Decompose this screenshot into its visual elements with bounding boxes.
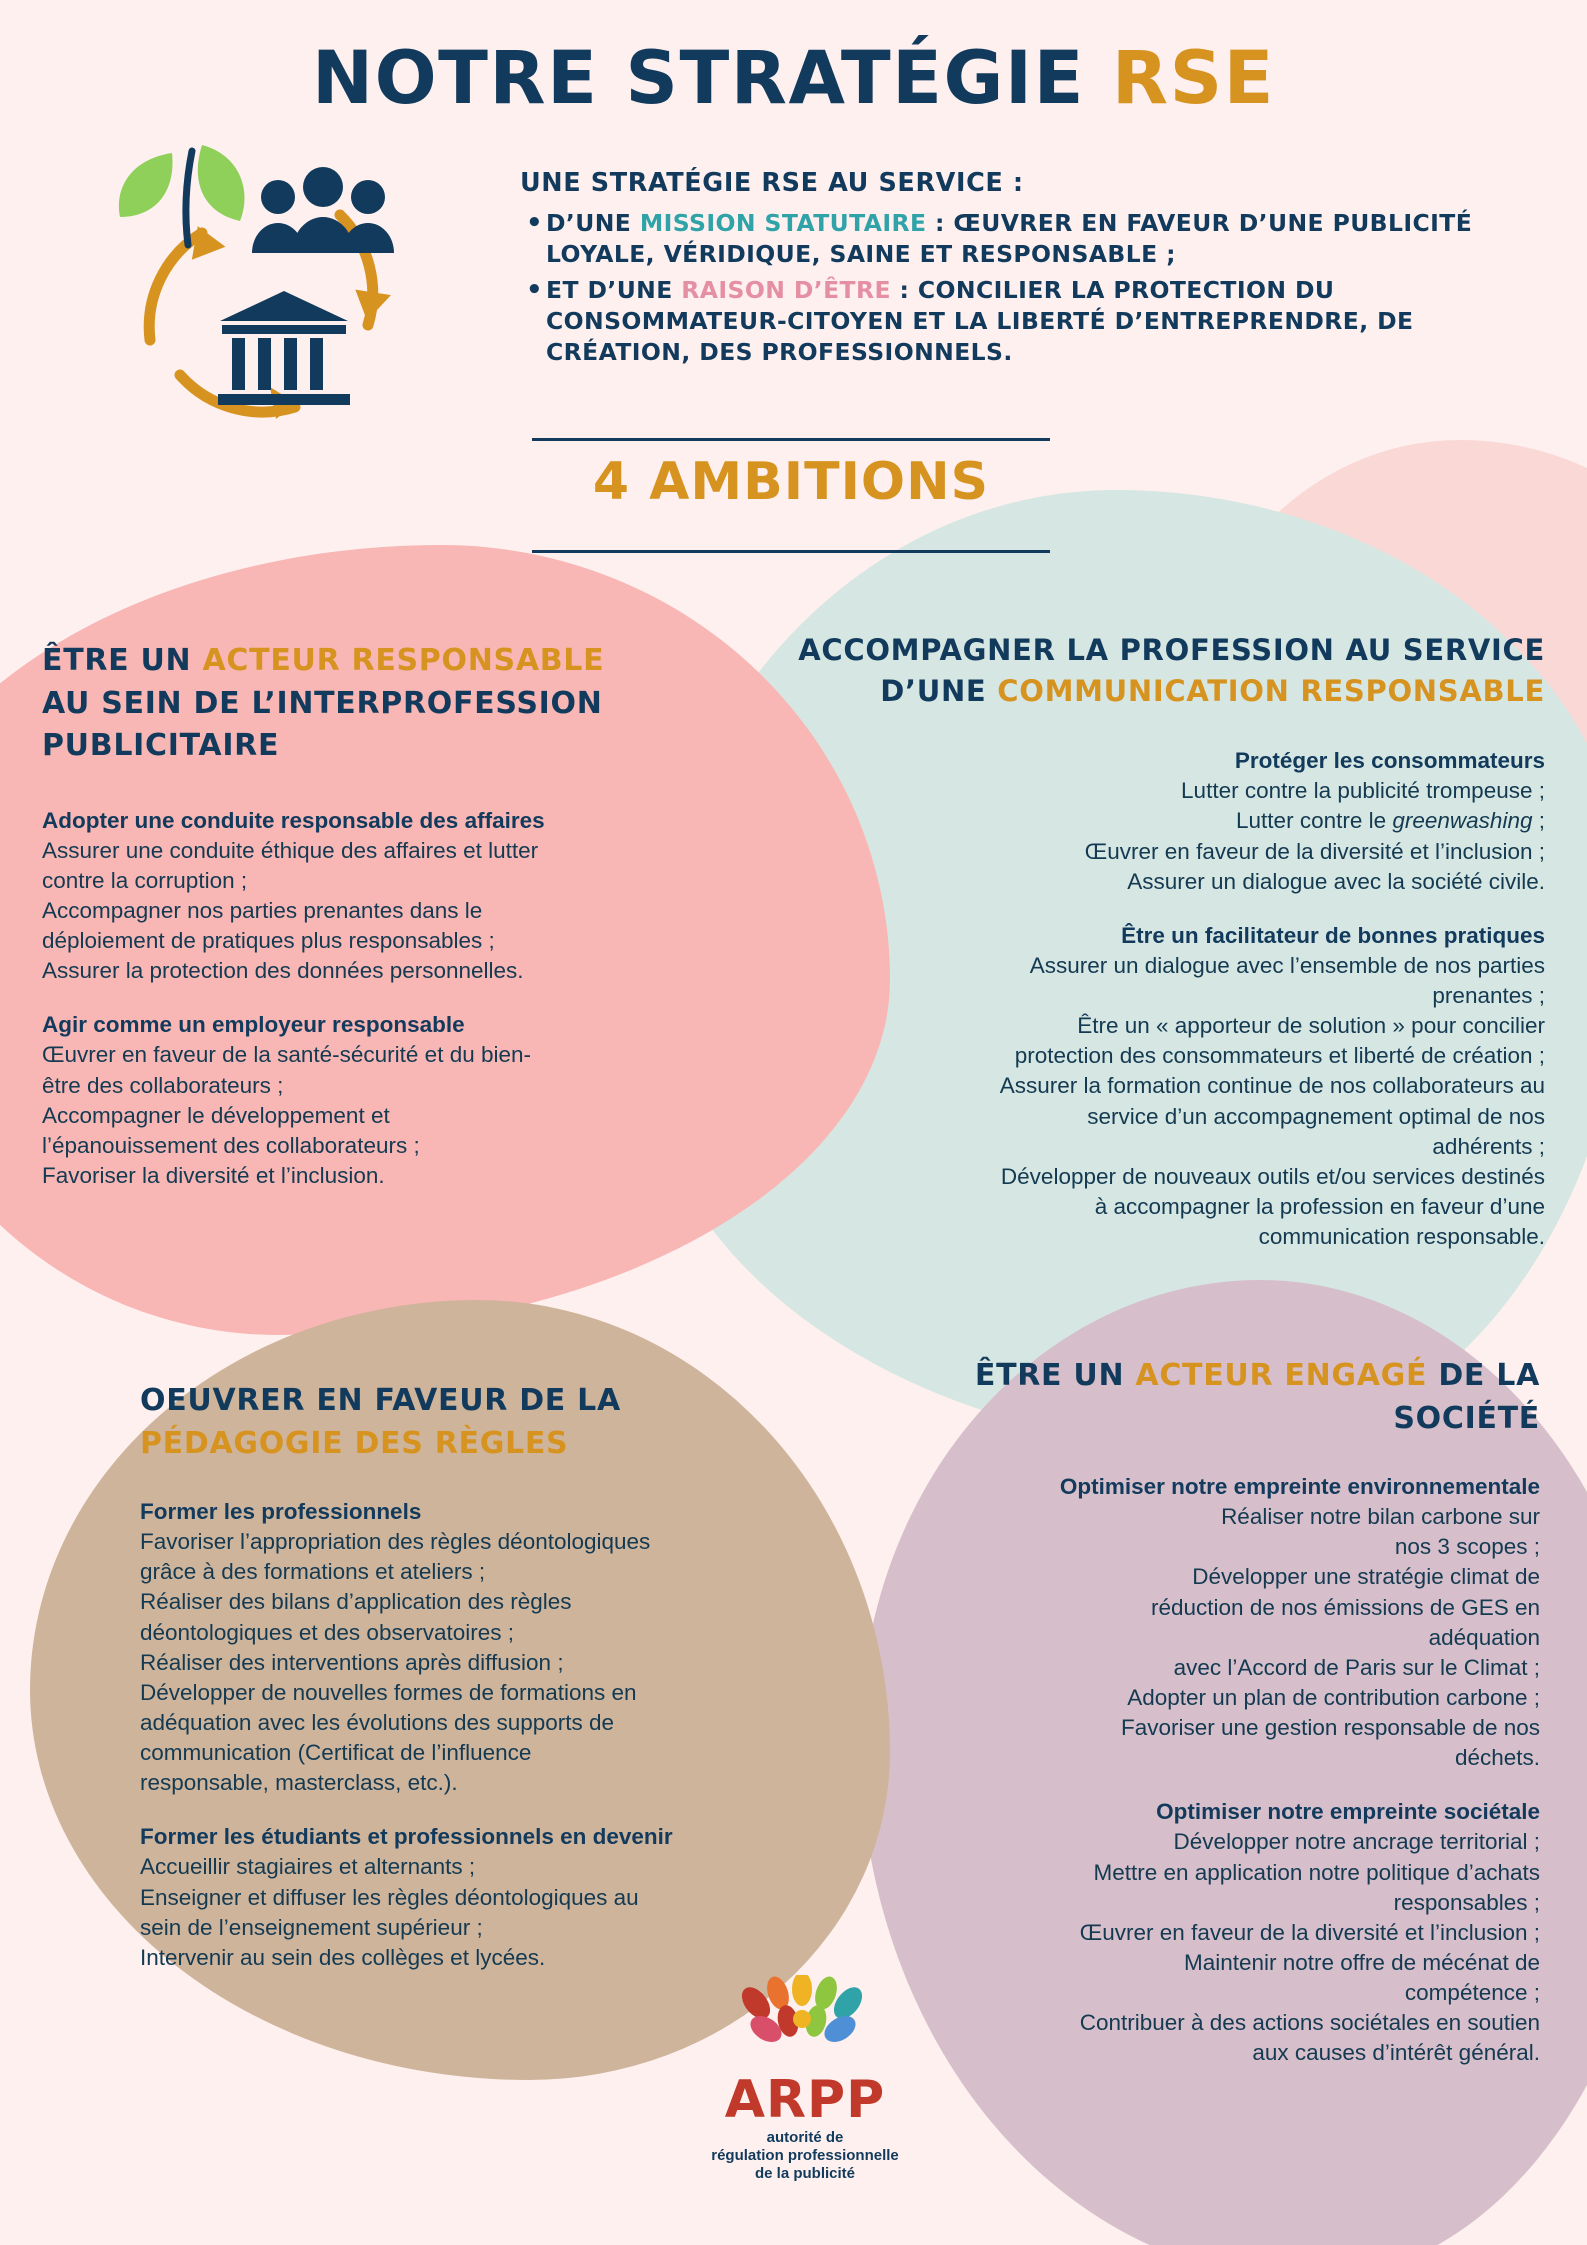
ambition-section-line: contre la corruption ; <box>42 867 248 893</box>
intro-bullet-mission <box>520 208 1530 271</box>
ambition-section-line: Développer notre ancrage territorial ; <box>1173 1829 1540 1855</box>
ambition-heading-part-1: ACTEUR RESPONSABLE <box>202 643 605 678</box>
ambition-section-line: déploiement de pratiques plus responsables ; <box>42 928 495 954</box>
ambition-section-line: aux causes d’intérêt général. <box>1252 2040 1540 2066</box>
ambition-section-line: Développer de nouveaux outils et/ou services destinés <box>1000 1163 1545 1189</box>
ambition-section-line: sein de l’enseignement supérieur ; <box>140 1914 483 1940</box>
arpp-tagline-line-2: régulation professionnelle <box>711 2147 899 2165</box>
ambition-section-line: responsables ; <box>1393 1889 1540 1915</box>
ambition-section-line: protection des consommateurs et liberté de création ; <box>1014 1043 1545 1069</box>
intro-bullet-raison-highlight: RAISON D’ÊTRE <box>681 275 891 304</box>
strategy-cycle-illustration <box>80 125 500 455</box>
ambition-section-line: Accompagner nos parties prenantes dans le <box>42 898 483 924</box>
ambition-section-title: Adopter une conduite responsable des affaires <box>42 807 545 833</box>
intro-bullet-mission-highlight: MISSION STATUTAIRE <box>639 209 927 237</box>
ambition-section-line: Assurer un dialogue avec l’ensemble de nos parties <box>1029 952 1545 978</box>
ambition-section-line: réduction de nos émissions de GES en <box>1151 1594 1540 1620</box>
ambition-section-line: Œuvrer en faveur de la santé-sécurité et du bien- <box>42 1042 532 1068</box>
ambition-section-title: Agir comme un employeur responsable <box>42 1012 465 1038</box>
intro-bullet-raison-post: : CONCILIER LA PROTECTION DU CONSOMMATEUR-CITOYEN ET LA LIBERTÉ D’ENTREPRENDRE, DE CRÉATION, DES PROFESSIONNELS. <box>546 275 1414 366</box>
ambition-section-line: adhérents ; <box>1432 1133 1545 1159</box>
ambition-section-line: adéquation <box>1428 1624 1540 1650</box>
ambition-block-acteur-engage <box>880 1355 1540 2069</box>
ambition-section-line: communication (Certificat de l’influence <box>140 1740 532 1766</box>
ambition-heading <box>725 630 1545 712</box>
ambition-body <box>42 808 692 1191</box>
ambition-section-line: déchets. <box>1454 1745 1540 1771</box>
arpp-logo <box>690 1975 920 2183</box>
ambition-section-line: déontologiques et des observatoires ; <box>140 1619 514 1645</box>
ambition-section-line: Assurer la protection des données personnelles. <box>42 958 524 984</box>
ambition-section-line: Lutter contre la publicité trompeuse ; <box>1181 778 1545 804</box>
page-title-main: NOTRE STRATÉGIE <box>311 36 1112 121</box>
ambition-section-line: Accueillir stagiaires et alternants ; <box>140 1854 476 1880</box>
ambition-section-line: avec l’Accord de Paris sur le Climat ; <box>1173 1654 1540 1680</box>
ambition-section-line: Développer de nouvelles formes de formations en <box>140 1679 637 1705</box>
ambition-section-title: Former les professionnels <box>140 1499 422 1525</box>
ambitions-rule-top <box>532 438 1050 441</box>
ambition-section-line: Assurer une conduite éthique des affaires et lutter <box>42 837 539 863</box>
ambition-section-line: service d’un accompagnement optimal de nos <box>1087 1103 1545 1129</box>
ambition-section-line: responsable, masterclass, etc.). <box>140 1770 458 1796</box>
ambition-section-line: nos 3 scopes ; <box>1394 1534 1540 1560</box>
ambitions-heading: 4 AMBITIONS <box>592 452 990 512</box>
intro-bullet-mission-post: : ŒUVRER EN FAVEUR D’UNE PUBLICITÉ LOYALE, VÉRIDIQUE, SAINE ET RESPONSABLE ; <box>546 209 1473 269</box>
ambition-section-line: Contribuer à des actions sociétales en soutien <box>1079 2010 1540 2036</box>
ambition-block-acteur-responsable <box>42 640 702 1191</box>
ambition-section-line: être des collaborateurs ; <box>42 1072 284 1098</box>
ambition-section-title: Protéger les consommateurs <box>1234 748 1545 774</box>
ambition-section-line: Être un « apporteur de solution » pour concilier <box>1077 1013 1545 1039</box>
ambition-section-line: Adopter un plan de contribution carbone ; <box>1127 1685 1540 1711</box>
arpp-logo-tagline <box>690 2129 920 2183</box>
page-title <box>0 0 1587 121</box>
ambition-block-pedagogie-regles <box>140 1380 820 1973</box>
intro-block <box>520 168 1530 372</box>
ambition-block-accompagner-profession <box>725 630 1545 1252</box>
ambitions-rule-bottom <box>532 550 1050 553</box>
ambition-section-line: Maintenir notre offre de mécénat de <box>1183 1950 1540 1976</box>
ambition-section-line: Réaliser des interventions après diffusion ; <box>140 1649 564 1675</box>
ambition-heading-part-1: COMMUNICATION RESPONSABLE <box>997 674 1545 709</box>
arpp-tagline-line-1: autorité de <box>766 2129 844 2147</box>
people-icon <box>252 167 394 253</box>
ambition-section-line: Mettre en application notre politique d’achats <box>1093 1859 1540 1885</box>
intro-bullet-mission-pre: D’UNE <box>546 209 640 237</box>
ambition-heading <box>42 640 662 768</box>
ambition-section-line: communication responsable. <box>1258 1224 1545 1250</box>
ambition-heading-part-1: ACTEUR ENGAGÉ <box>1135 1358 1428 1393</box>
leaf-icon <box>119 145 245 245</box>
ambition-section-title: Être un facilitateur de bonnes pratiques <box>1121 922 1545 948</box>
institution-icon <box>218 291 350 405</box>
ambition-body <box>725 748 1545 1252</box>
ambition-section-line: Réaliser notre bilan carbone sur <box>1221 1504 1540 1530</box>
ambition-heading <box>140 1380 820 1465</box>
ambition-section-title: Former les étudiants et professionnels en devenir <box>140 1824 673 1850</box>
ambition-section-line: Favoriser une gestion responsable de nos <box>1120 1715 1540 1741</box>
ambition-section-line: prenantes ; <box>1432 983 1545 1009</box>
ambition-section-line: Intervenir au sein des collèges et lycées. <box>140 1944 546 1970</box>
ambition-section-line: Assurer un dialogue avec la société civile. <box>1127 868 1545 894</box>
ambition-section-line: Œuvrer en faveur de la diversité et l’inclusion ; <box>1079 1919 1540 1945</box>
ambition-section-line: Réaliser des bilans d’application des règles <box>140 1589 572 1615</box>
ambition-section-line: l’épanouissement des collaborateurs ; <box>42 1132 420 1158</box>
ambition-heading <box>880 1355 1540 1440</box>
arpp-tagline-line-3: de la publicité <box>754 2165 856 2183</box>
ambition-heading-part-2: AU SEIN DE L’INTERPROFESSION PUBLICITAIRE <box>42 685 603 764</box>
ambition-heading-part-0: OEUVRER EN FAVEUR DE LA <box>140 1383 621 1418</box>
ambition-section-line: Développer une stratégie climat de <box>1192 1564 1540 1590</box>
ambition-heading-part-0: ÊTRE UN <box>42 643 203 678</box>
arpp-logo-mark <box>710 1975 900 2071</box>
ambition-section-line: Assurer la formation continue de nos collaborateurs au <box>999 1073 1545 1099</box>
ambition-section-line: grâce à des formations et ateliers ; <box>140 1559 486 1585</box>
intro-lead: UNE STRATÉGIE RSE AU SERVICE : <box>520 168 1024 198</box>
ambition-heading-part-2: DE LA SOCIÉTÉ <box>1393 1358 1540 1436</box>
ambition-section-line: Enseigner et diffuser les règles déontologiques au <box>140 1884 639 1910</box>
ambition-section-line: compétence ; <box>1404 1980 1540 2006</box>
intro-bullet-raison-pre: ET D’UNE <box>546 275 682 304</box>
ambition-section-line: Lutter contre le greenwashing ; <box>1236 808 1545 834</box>
ambition-section-line: Accompagner le développement et <box>42 1102 390 1128</box>
ambition-heading-part-1: PÉDAGOGIE DES RÈGLES <box>140 1425 569 1461</box>
ambition-body <box>880 1474 1540 2068</box>
page-title-accent: RSE <box>1111 36 1276 121</box>
ambition-section-title: Optimiser notre empreinte sociétale <box>1156 1799 1540 1825</box>
intro-bullet-raison <box>520 275 1530 369</box>
ambition-section-line: Favoriser l’appropriation des règles déontologiques <box>140 1529 651 1555</box>
ambition-section-line: à accompagner la profession en faveur d’une <box>1094 1194 1545 1220</box>
ambition-section-line: adéquation avec les évolutions des supports de <box>140 1710 615 1736</box>
ambition-heading-part-0: ÊTRE UN <box>974 1358 1136 1393</box>
ambition-section-line: Favoriser la diversité et l’inclusion. <box>42 1163 385 1189</box>
ambition-heading-part-0: ACCOMPAGNER LA PROFESSION AU SERVICE D’UNE <box>798 633 1545 709</box>
ambition-section-title: Optimiser notre empreinte environnementale <box>1059 1474 1540 1500</box>
ambition-section-line: Œuvrer en faveur de la diversité et l’inclusion ; <box>1084 838 1545 864</box>
intro-bullet-list <box>520 208 1530 368</box>
logo-petals <box>736 1975 868 2047</box>
ambition-body <box>140 1499 820 1973</box>
arpp-logo-wordmark: ARPP <box>724 2070 886 2130</box>
